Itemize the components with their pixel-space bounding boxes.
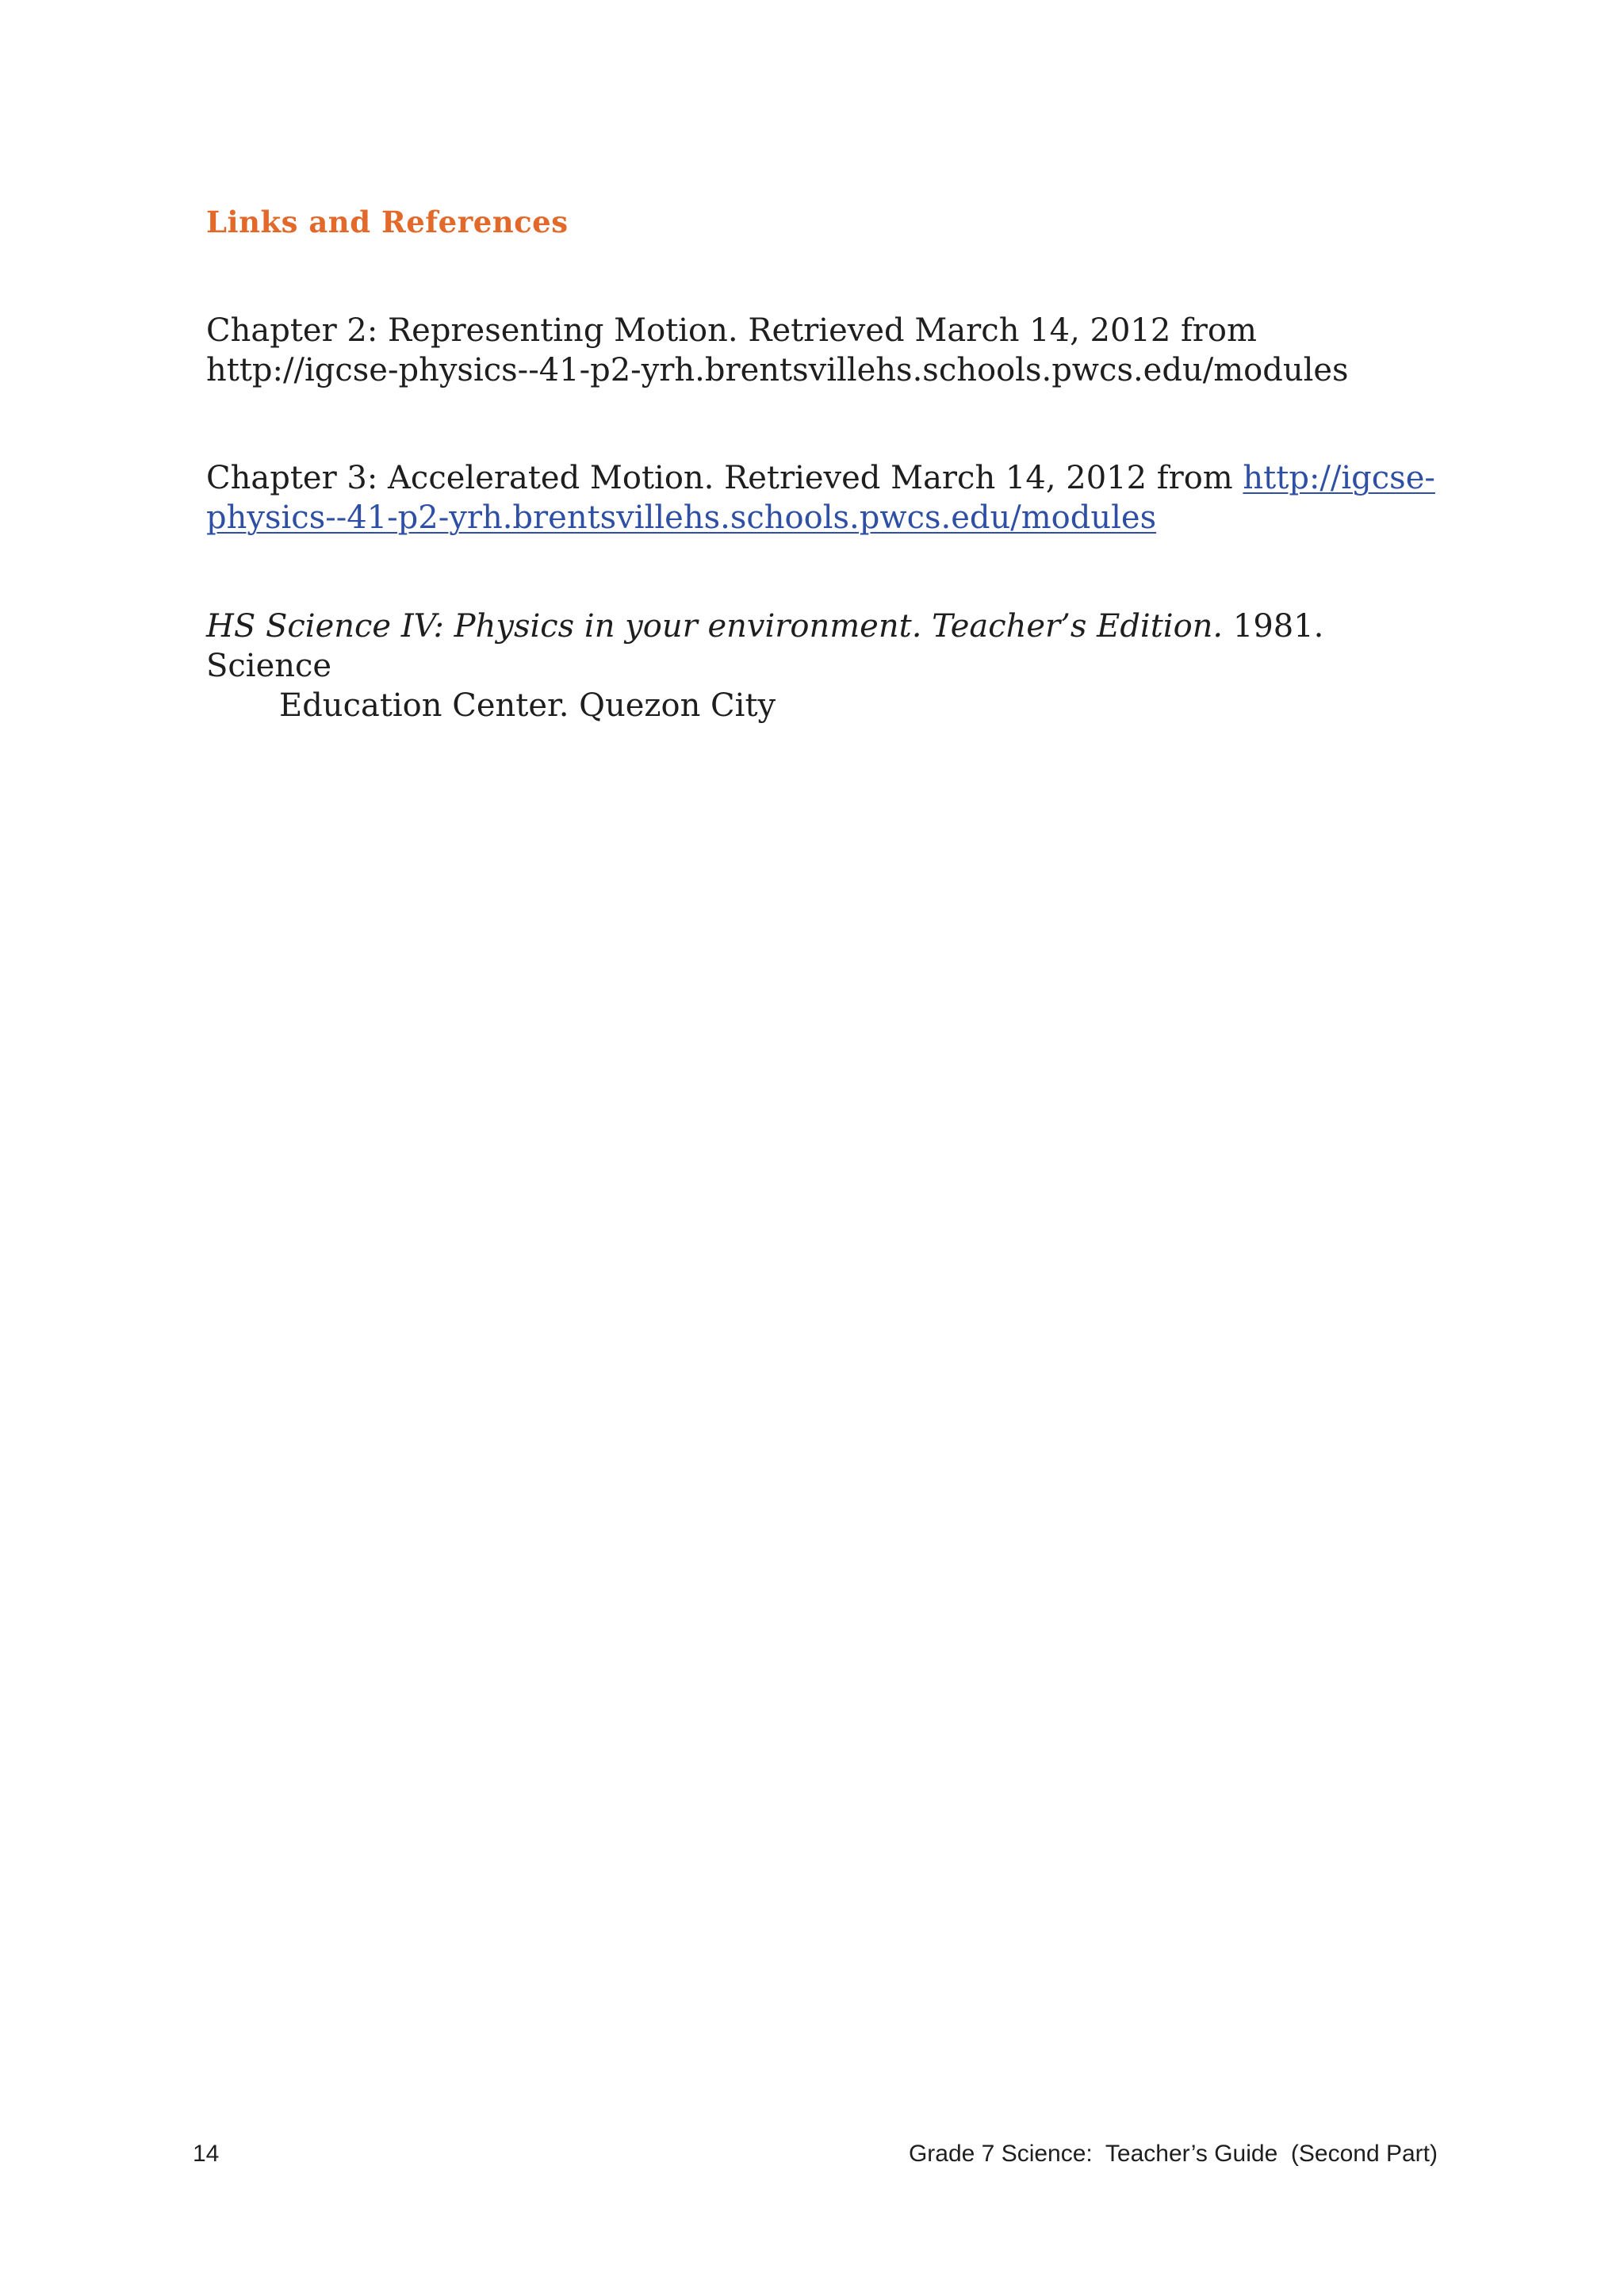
reference-hs-science xyxy=(206,607,1443,725)
reference-chapter-2 xyxy=(206,311,1443,390)
reference-year-publisher: 1981. Science xyxy=(206,608,1324,684)
reference-link-continued[interactable]: physics--41-p2-yrh.brentsvillehs.schools.pwcs.edu/modules xyxy=(206,499,1157,536)
reference-link[interactable]: http://igcse- xyxy=(1243,460,1435,496)
reference-text: Chapter 2: Representing Motion. Retrieved March 14, 2012 from xyxy=(206,312,1257,349)
section-heading: Links and References xyxy=(206,205,569,239)
reference-chapter-3 xyxy=(206,458,1443,538)
reference-publisher-continued: Education Center. Quezon City xyxy=(279,687,776,724)
reference-text: Chapter 3: Accelerated Motion. Retrieved March 14, 2012 from xyxy=(206,460,1243,496)
reference-url: http://igcse-physics--41-p2-yrh.brentsvillehs.schools.pwcs.edu/modules xyxy=(206,352,1349,388)
page-number: 14 xyxy=(193,2141,220,2167)
footer-title: Grade 7 Science: Teacher’s Guide (Second Part) xyxy=(908,2141,1438,2167)
reference-book-title: HS Science IV: Physics in your environment. Teacher’s Edition. xyxy=(206,608,1224,645)
